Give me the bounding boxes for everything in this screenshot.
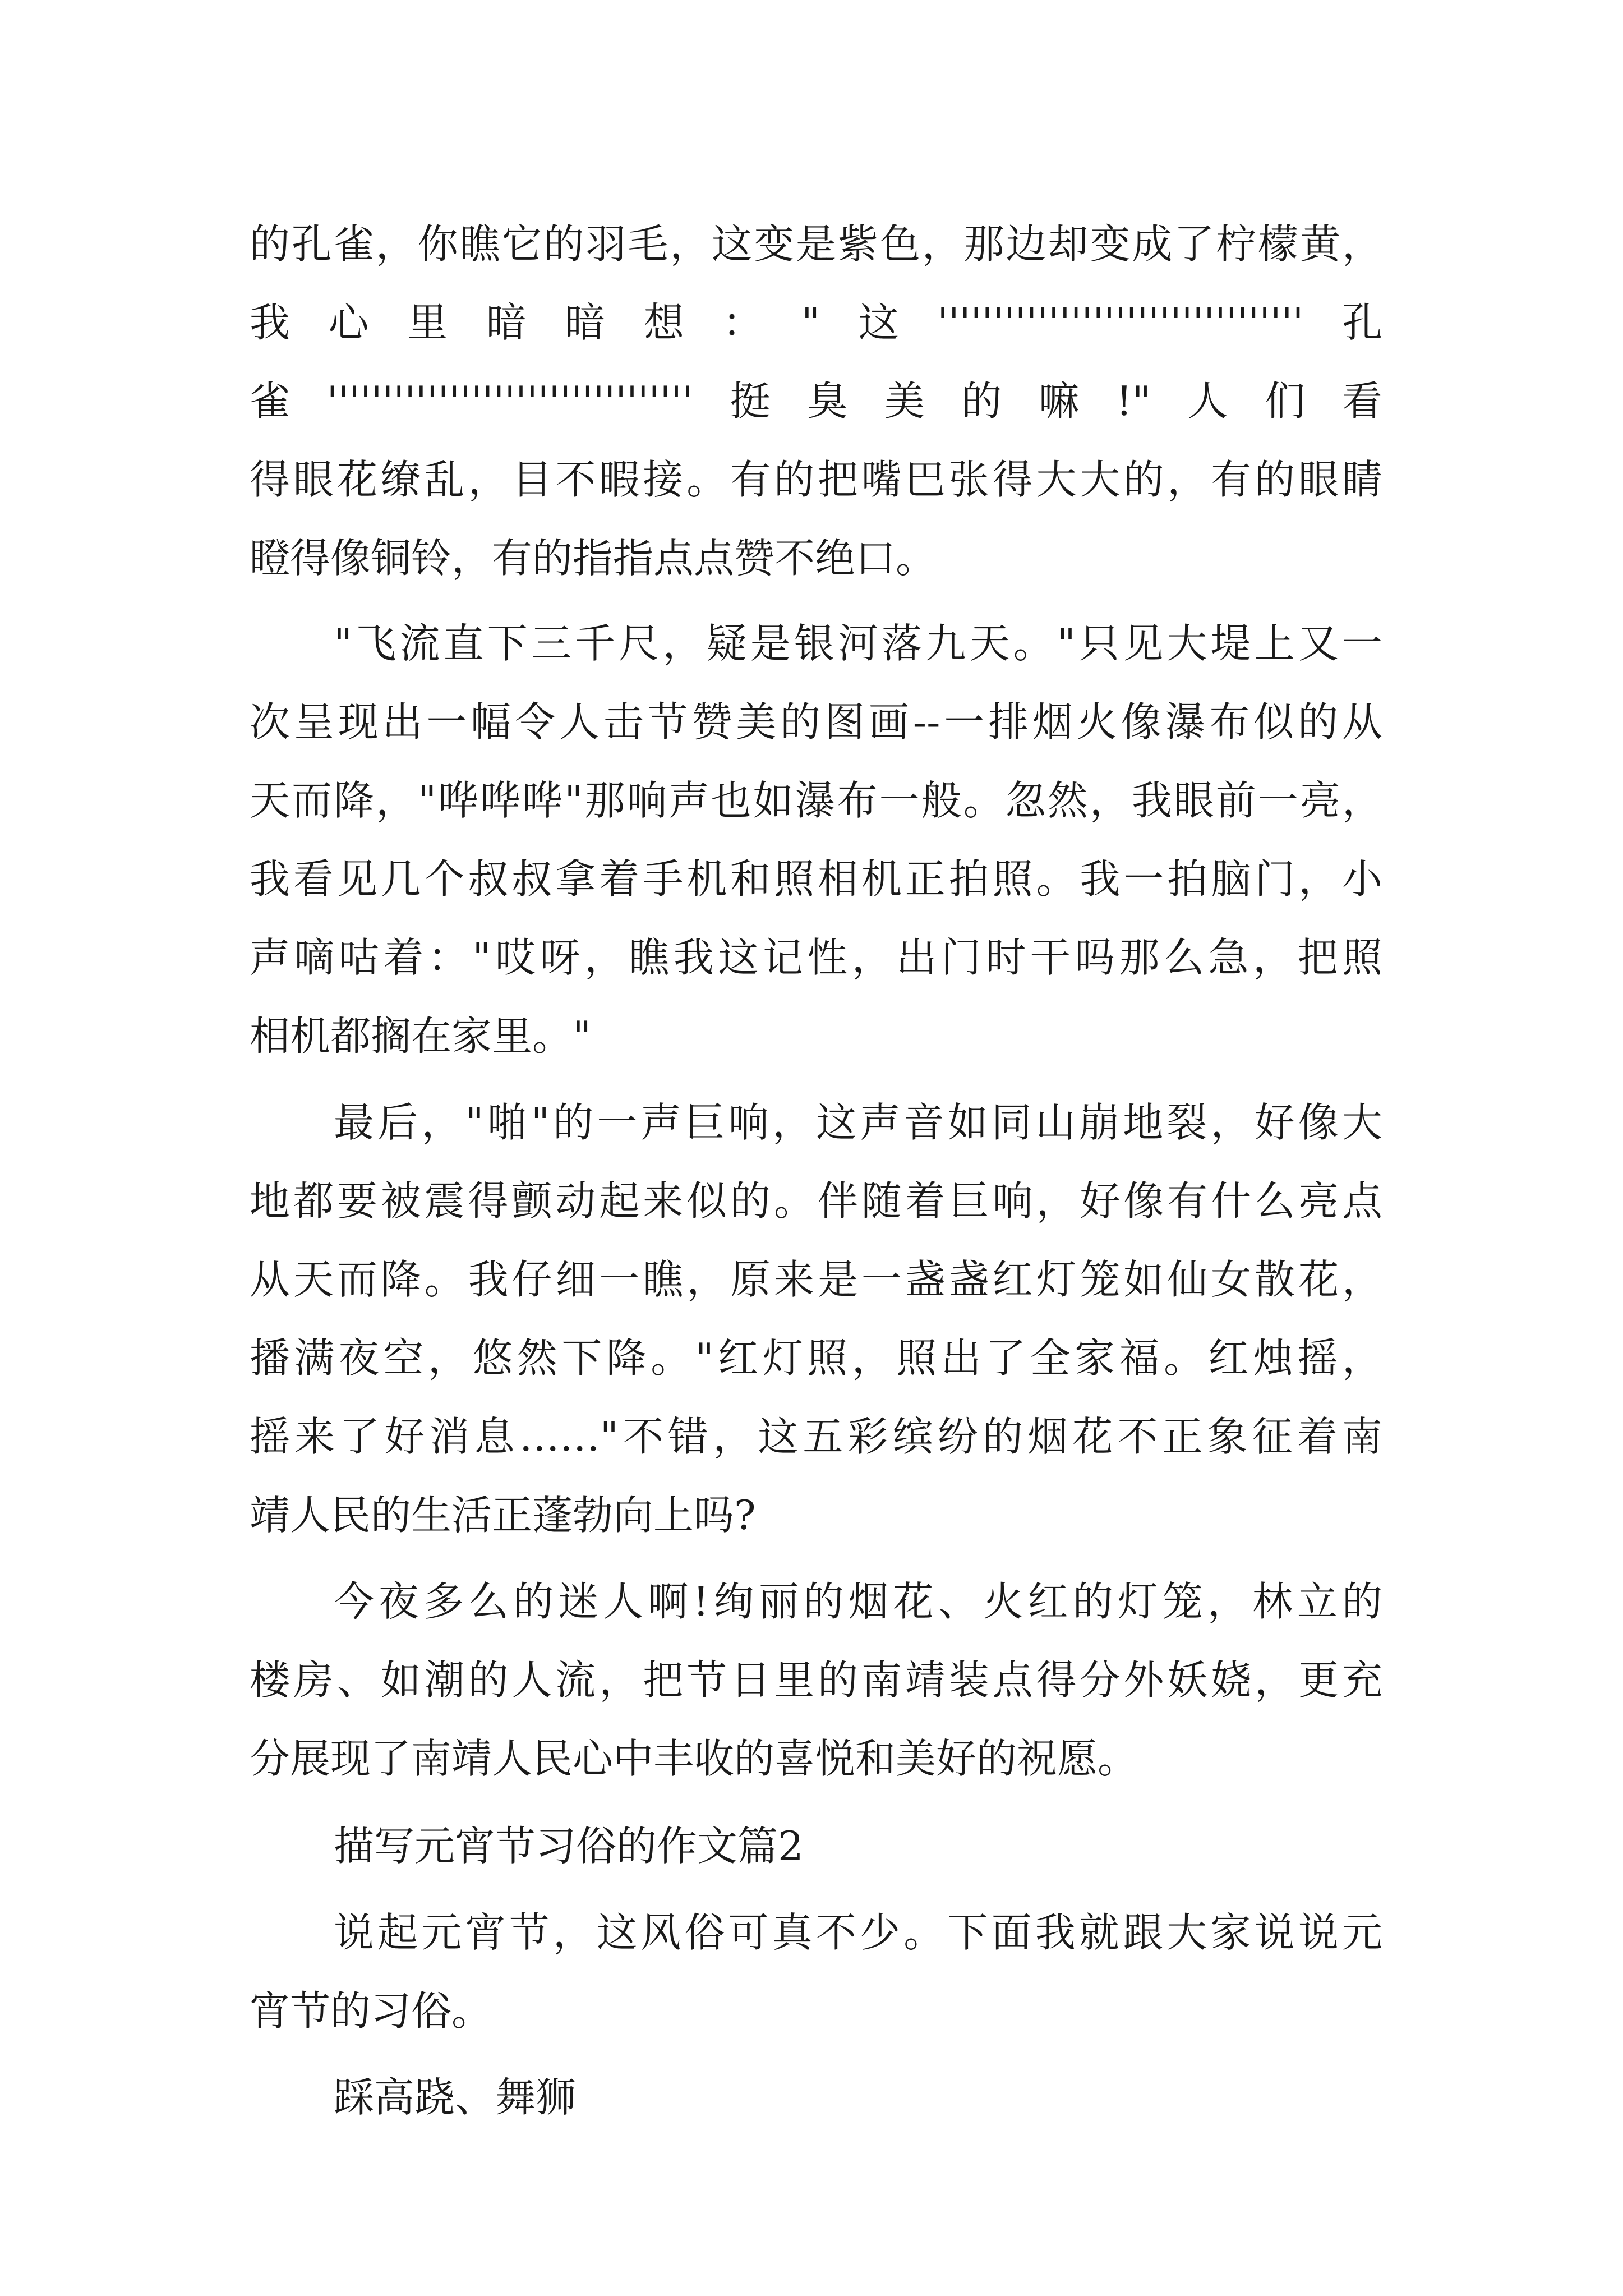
paragraph-first-line: 说起元宵节，这风俗可真不少。下面我就跟大家说说元 (334, 1909, 1382, 1956)
text-line: 雀'''''''''''''''''''''''''''''''''挺臭美的嘛!"人们看 (250, 378, 1382, 425)
text-line: 天而降，"哗哗哗"那响声也如瀑布一般。忽然，我眼前一亮， (250, 777, 1382, 824)
text-line: 我心里暗暗想："这'''''''''''''''''''''''''''''''''孔 (250, 299, 1382, 346)
text-line: 分展现了南靖人民心中丰收的喜悦和美好的祝愿。 (250, 1735, 1138, 1782)
text-line: 靖人民的生活正蓬勃向上吗? (250, 1492, 756, 1539)
subsection-heading: 踩高跷、舞狮 (334, 2074, 577, 2121)
text-line: 摇来了好消息……"不错，这五彩缤纷的烟花不正象征着南 (250, 1413, 1382, 1460)
text-line: 瞪得像铜铃，有的指指点点赞不绝口。 (250, 535, 937, 582)
text-line: 得眼花缭乱，目不暇接。有的把嘴巴张得大大的，有的眼睛 (250, 456, 1382, 503)
text-line: 楼房、如潮的人流，把节日里的南靖装点得分外妖娆，更充 (250, 1657, 1382, 1704)
text-line: 宵节的习俗。 (250, 1987, 492, 2035)
text-line: 从天而降。我仔细一瞧，原来是一盏盏红灯笼如仙女散花， (250, 1256, 1382, 1303)
text-line: 相机都搁在家里。" (250, 1013, 592, 1060)
text-line: 播满夜空，悠然下降。"红灯照，照出了全家福。红烛摇， (250, 1335, 1382, 1382)
text-line: 的孔雀，你瞧它的羽毛，这变是紫色，那边却变成了柠檬黄， (250, 220, 1382, 268)
section-heading: 描写元宵节习俗的作文篇2 (334, 1823, 804, 1870)
paragraph-first-line: "飞流直下三千尺，疑是银河落九天。"只见大堤上又一 (334, 620, 1382, 667)
text-line: 声嘀咕着："哎呀，瞧我这记性，出门时干吗那么急，把照 (250, 934, 1382, 981)
paragraph-first-line: 最后，"啪"的一声巨响，这声音如同山崩地裂，好像大 (334, 1099, 1382, 1146)
text-line: 我看见几个叔叔拿着手机和照相机正拍照。我一拍脑门，小 (250, 855, 1382, 903)
text-line: 次呈现出一幅令人击节赞美的图画--一排烟火像瀑布似的从 (250, 698, 1382, 746)
text-line: 地都要被震得颤动起来似的。伴随着巨响，好像有什么亮点 (250, 1177, 1382, 1225)
paragraph-first-line: 今夜多么的迷人啊!绚丽的烟花、火红的灯笼，林立的 (334, 1578, 1382, 1625)
